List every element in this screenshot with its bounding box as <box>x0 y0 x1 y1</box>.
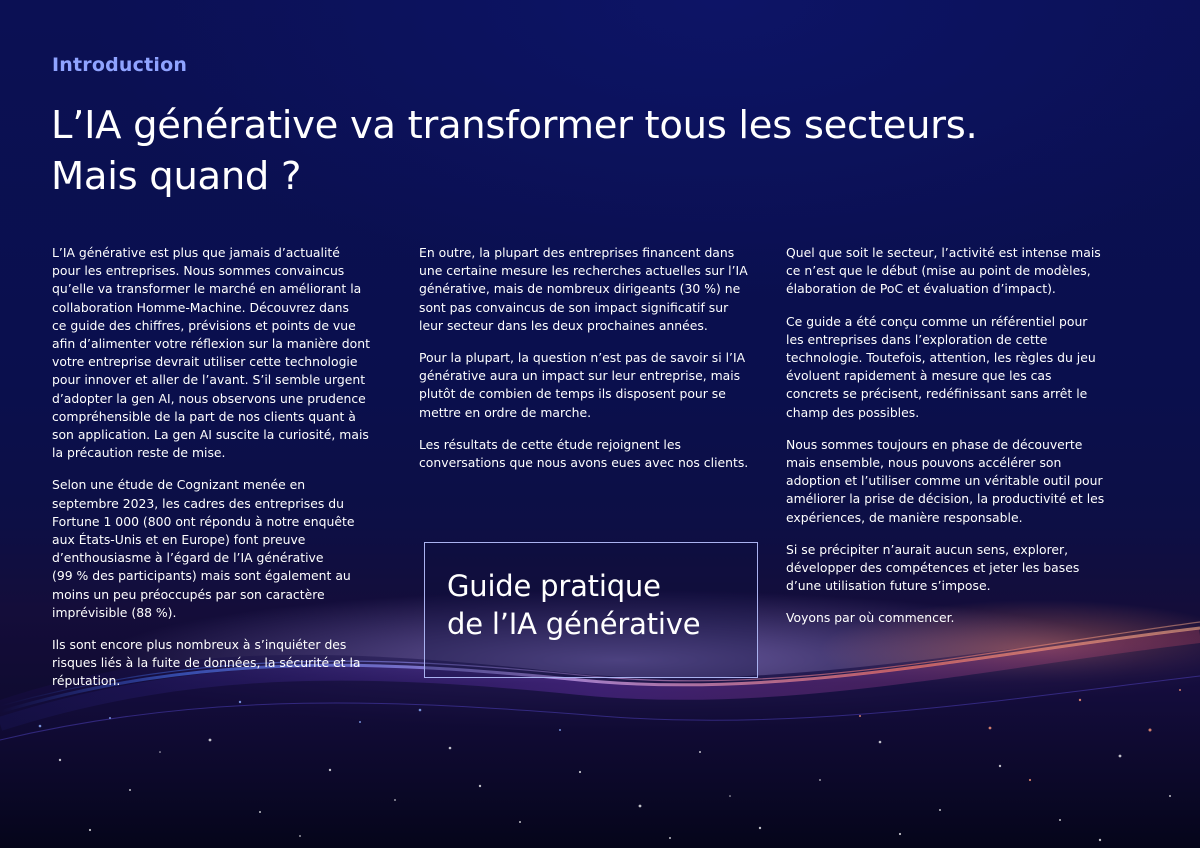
paragraph: Ils sont encore plus nombreux à s’inquiéter des risques liés à la fuite de données, la sécurité et la réputation. <box>52 637 361 689</box>
guide-title: Guide pratique de l’IA générative <box>447 569 701 641</box>
paragraph: Ce guide a été conçu comme un référentiel pour les entreprises dans l’exploration de cette technologie. Toutefois, attention, les règles du jeu évoluent rapidement à mesure que les cas concrets se précisent, redéfinissant sans arrêt le champ des possibles. <box>786 313 1096 420</box>
page-title-line-1: L’IA générative va transformer tous les secteurs. <box>51 103 978 148</box>
page-title <box>51 100 1051 202</box>
page-title-line-2: Mais quand ? <box>51 154 302 199</box>
paragraph: Pour la plupart, la question n’est pas de savoir si l’IA générative aura un impact sur leur entreprise, mais plutôt de combien de temps ils disposent pour se mettre en ordre de marche. <box>419 350 746 420</box>
paragraph: Nous sommes toujours en phase de découverte mais ensemble, nous pouvons accélérer son adoption et l’utiliser comme un véritable outil pour améliorer la prise de décision, la productivité et les expériences, de manière responsable. <box>786 436 1105 525</box>
paragraph: Voyons par où commencer. <box>786 610 955 626</box>
paragraph: Si se précipiter n’aurait aucun sens, explorer, développer des compétences et jeter les bases d’une utilisation future s’impose. <box>786 541 1080 594</box>
paragraph: Les résultats de cette étude rejoignent les conversations que nous avons eues avec nos clients. <box>419 436 749 471</box>
guide-title-box <box>424 542 758 678</box>
paragraph: Quel que soit le secteur, l’activité est intense mais ce n’est que le début (mise au point de modèles, élaboration de PoC et évaluation d’impact). <box>786 245 1101 297</box>
section-label: Introduction <box>52 54 188 76</box>
text-column-2 <box>419 244 764 486</box>
text-column-3 <box>786 244 1121 642</box>
paragraph: Selon une étude de Cognizant menée en septembre 2023, les cadres des entreprises du Fortune 1 000 (800 ont répondu à notre enquête aux États-Unis et en Europe) font preuve d’enthousiasme à l’égard de l’IA générative (99 % des participants) mais sont également au moins un peu préoccupés par son caractère imprévisible (88 %). <box>52 477 355 620</box>
paragraph: En outre, la plupart des entreprises financent dans une certaine mesure les recherches actuelles sur l’IA générative, mais de nombreux dirigeants (30 %) ne sont pas convaincus de son impact significatif sur leur secteur dans les deux prochaines années. <box>419 245 748 333</box>
paragraph: L’IA générative est plus que jamais d’actualité pour les entreprises. Nous sommes convaincus qu’elle va transformer le marché en améliorant la collaboration Homme-Machine. Découvrez dans ce guide des chiffres, prévisions et points de vue afin d’alimenter votre réflexion sur la manière dont votre entreprise devrait utiliser cette technologie pour innover et aller de l’avant. S’il semble urgent d’adopter la gen AI, nous observons une prudence compréhensible de la part de nos clients quant à son application. La gen AI suscite la curiosité, mais la précaution reste de mise. <box>52 245 370 461</box>
text-column-1 <box>52 244 382 705</box>
